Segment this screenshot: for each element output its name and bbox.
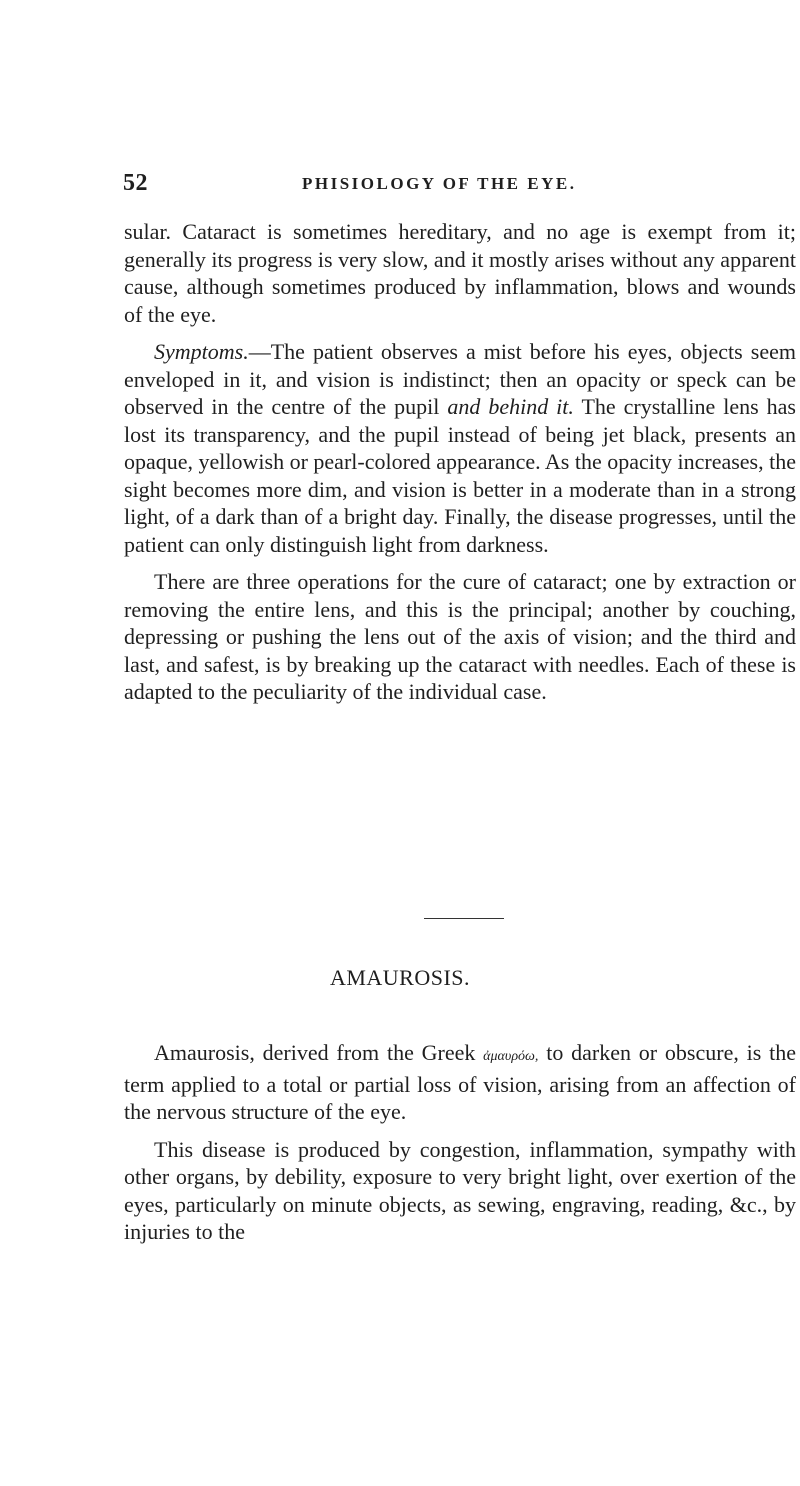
symptoms-label: Symptoms. <box>154 339 249 364</box>
symptoms-text-b: The crystalline lens has lost its transparency, and the pupil instead of being jet black, presents an opaque, yellowish or pearl-colored appearance. As the opacity increases, the sight becomes more dim, and vision is better in a moderate than in a strong light, of a dark than of a bright day. Finally, the disease progresses, until the patient can only distinguish light from darkness. <box>124 394 796 557</box>
cataract-section <box>124 218 796 716</box>
symptoms-emphasis: and behind it. <box>447 394 574 419</box>
paragraph-symptoms <box>124 338 796 558</box>
amaurosis-text-a: Amaurosis, derived from the Greek <box>154 1040 484 1065</box>
running-head: PHISIOLOGY OF THE EYE. <box>302 174 577 193</box>
section-divider <box>424 918 504 919</box>
symptoms-text-a: —The patient observes a mist before his eyes, objects seem enveloped in it, and vision is indistinct; then an opacity or speck can be observed in the centre of the pupil <box>124 339 796 419</box>
page-number: 52 <box>123 170 148 196</box>
paragraph-cataract-continuation: sular. Cataract is sometimes hereditary, and no age is exempt from it; generally its progress is very slow, and it mostly arises without any apparent cause, although sometimes produced by inflammation, blows and wounds of the eye. <box>124 219 796 327</box>
section-heading-amaurosis: AMAUROSIS. <box>329 965 471 990</box>
paragraph-amaurosis-causes: This disease is produced by congestion, inflammation, sympathy with other organs, by debility, exposure to very bright light, over exertion of the eyes, particularly on minute objects, as sewing, engraving, reading, &c., by injuries to the <box>124 1136 796 1244</box>
paragraph-operations: There are three operations for the cure of cataract; one by extraction or removing the entire lens, and this is the principal; another by couching, depressing or pushing the lens out of the axis of vision; and the third and last, and safest, is by breaking up the cataract with needles. Each of these is adapted to the peculiarity of the individual case. <box>124 569 796 704</box>
page-header <box>0 170 800 200</box>
paragraph-amaurosis-definition <box>124 1039 796 1126</box>
amaurosis-text-b: to darken or obscure, is the term applied to a total or partial loss of vision, arising from an affection of the nervous structure of the eye. <box>124 1040 796 1124</box>
amaurosis-section <box>124 1039 796 1256</box>
greek-word: ἀμαυρόω, <box>483 1049 539 1064</box>
